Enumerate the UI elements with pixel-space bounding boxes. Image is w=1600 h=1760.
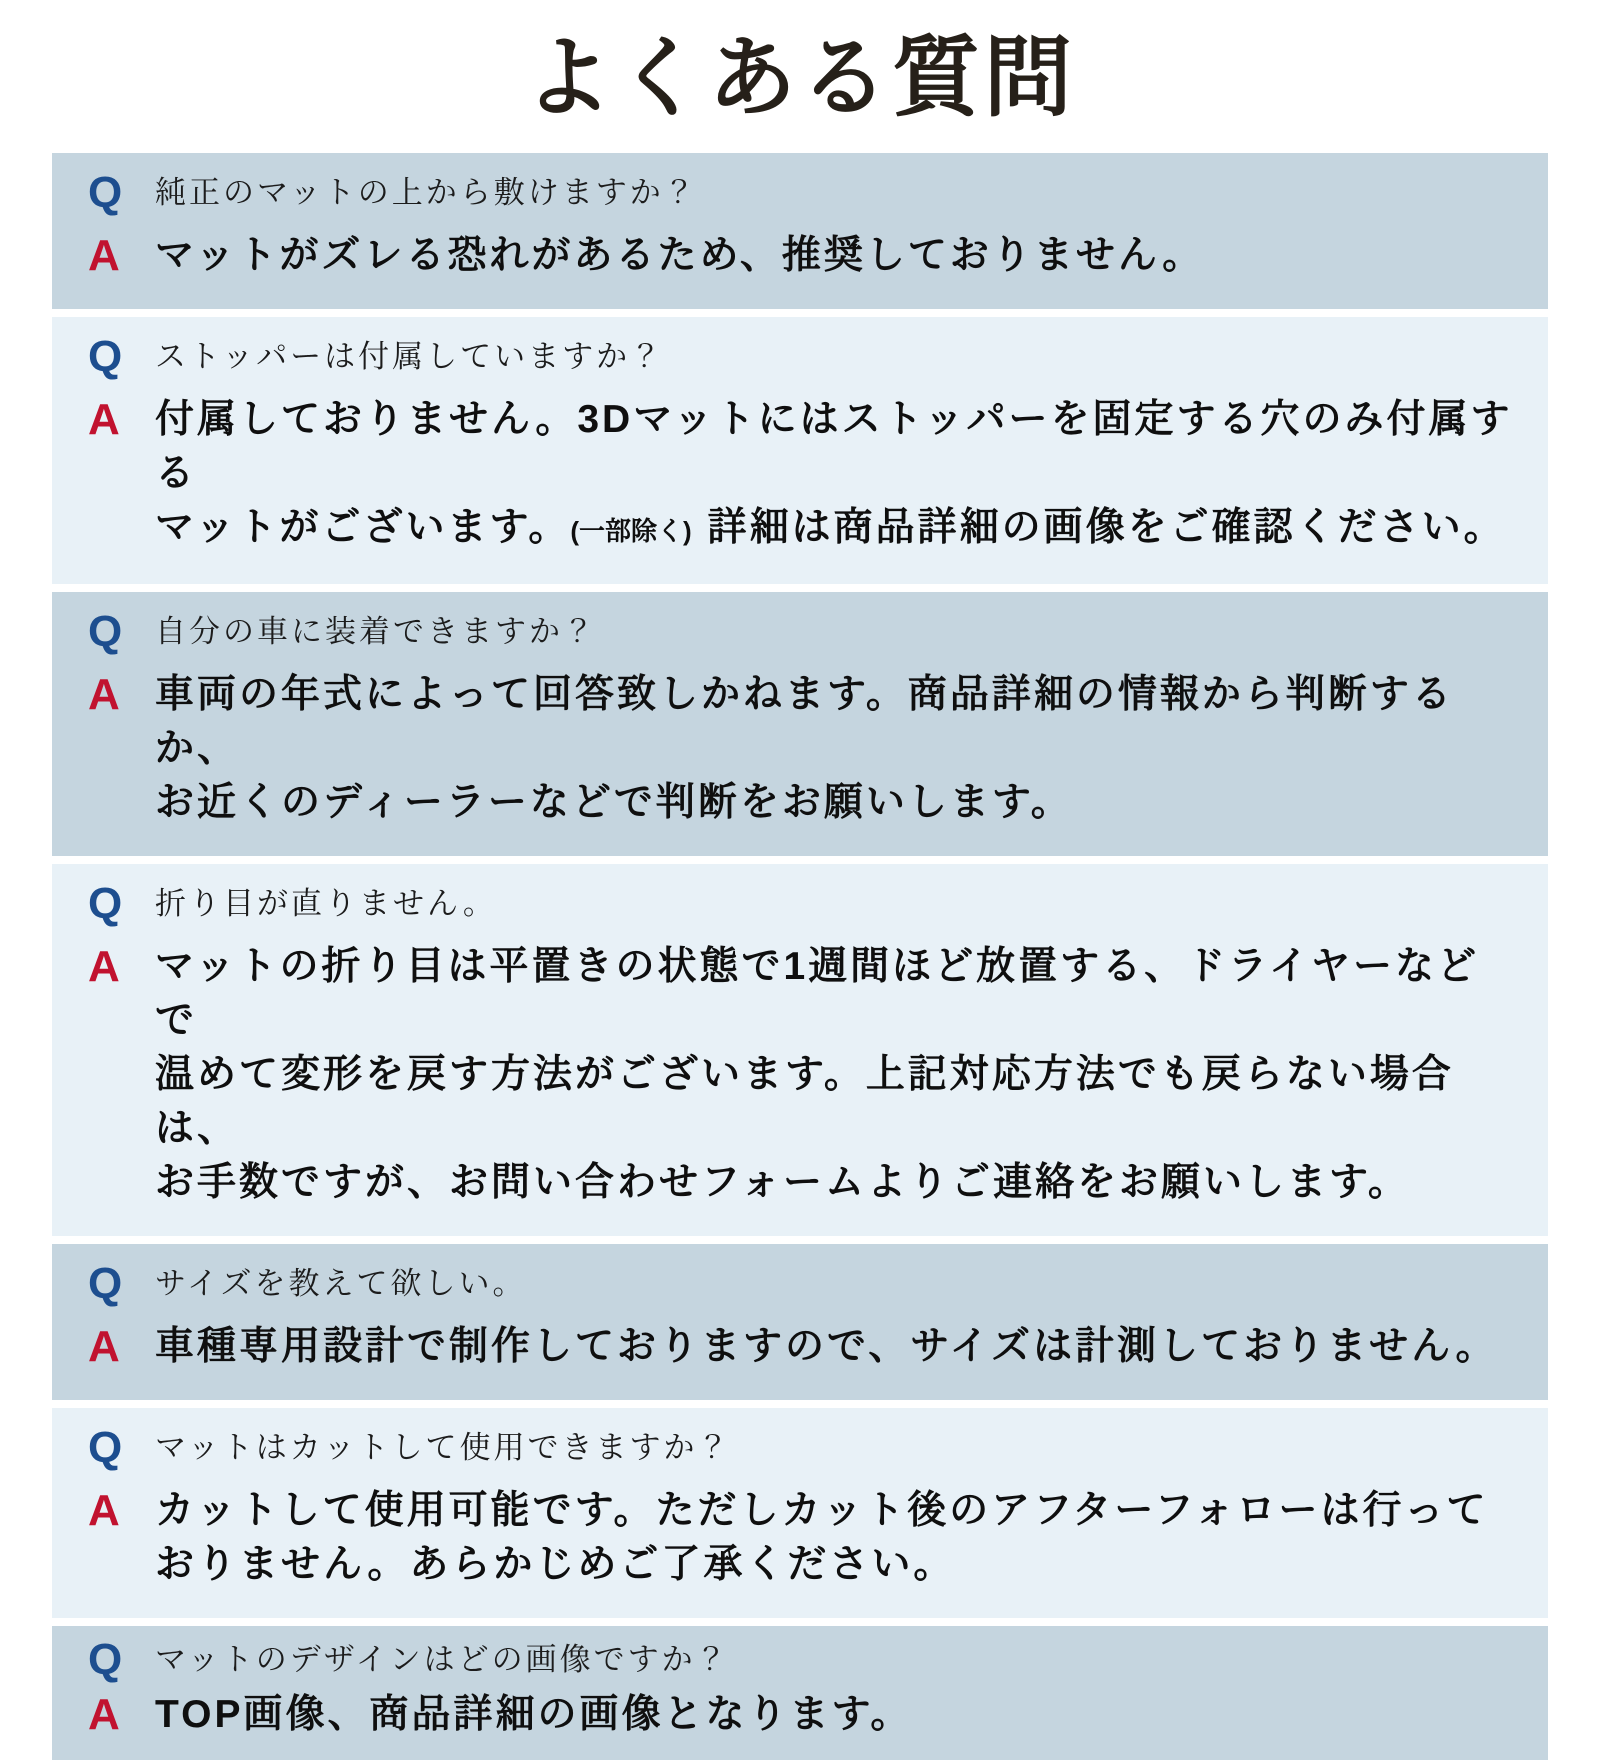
question-row xyxy=(88,332,1518,381)
question-marker: Q xyxy=(88,879,123,928)
question-row xyxy=(88,1635,1518,1684)
answer-segment-small: (一部除く) xyxy=(570,516,692,546)
answer-row xyxy=(88,1320,1518,1374)
question-row xyxy=(88,1423,1518,1472)
answer-line: マットがズレる恐れがあるため、推奨しておりません。 xyxy=(155,234,1205,277)
question-marker: Q xyxy=(88,1423,123,1472)
answer-line: お近くのディーラーなどで判断をお願いします。 xyxy=(155,781,1073,824)
faq-list xyxy=(52,153,1548,1760)
question-row xyxy=(88,168,1518,217)
answer-segment: マットがございます。 xyxy=(155,506,571,549)
faq-item-5 xyxy=(52,1244,1548,1400)
question-text: マットのデザインはどの画像ですか？ xyxy=(155,1642,730,1677)
question-marker: Q xyxy=(88,1259,123,1308)
answer-line: おりません。あらかじめご了承ください。 xyxy=(155,1543,956,1586)
answer-marker: A xyxy=(88,231,120,280)
answer-line: TOP画像、商品詳細の画像となります。 xyxy=(155,1693,913,1736)
answer-line: 車両の年式によって回答致しかねます。商品詳細の情報から判断するか、 xyxy=(155,673,1454,770)
answer-line xyxy=(155,501,1518,558)
question-row xyxy=(88,607,1518,656)
answer-marker: A xyxy=(88,942,120,991)
faq-item-6 xyxy=(52,1408,1548,1618)
question-text: 純正のマットの上から敷けますか？ xyxy=(155,175,698,210)
answer-line: お手数ですが、お問い合わせフォームよりご連絡をお願いします。 xyxy=(155,1161,1410,1204)
faq-item-3 xyxy=(52,592,1548,856)
question-row xyxy=(88,879,1518,928)
answer-text xyxy=(155,1484,1488,1592)
answer-row xyxy=(88,668,1518,830)
answer-row xyxy=(88,1688,1518,1742)
question-text: マットはカットして使用できますか？ xyxy=(155,1430,732,1465)
answer-text xyxy=(155,1320,1497,1374)
question-text: 自分の車に装着できますか？ xyxy=(155,614,597,649)
answer-row xyxy=(88,1484,1518,1592)
question-text: 折り目が直りません。 xyxy=(155,886,497,921)
question-text: ストッパーは付属していますか？ xyxy=(155,339,665,374)
answer-line: 温めて変形を戻す方法がございます。上記対応方法でも戻らない場合は、 xyxy=(155,1053,1454,1150)
question-marker: Q xyxy=(88,168,123,217)
answer-line: 車種専用設計で制作しておりますので、サイズは計測しておりません。 xyxy=(155,1325,1498,1368)
answer-line: マットの折り目は平置きの状態で1週間ほど放置する、ドライヤーなどで xyxy=(155,945,1479,1042)
faq-item-4 xyxy=(52,864,1548,1236)
answer-row xyxy=(88,229,1518,283)
answer-line: カットして使用可能です。ただしカット後のアフターフォローは行って xyxy=(155,1489,1489,1532)
answer-marker: A xyxy=(88,670,120,719)
question-row xyxy=(88,1259,1518,1308)
answer-line: 付属しておりません。3Dマットにはストッパーを固定する穴のみ付属する xyxy=(155,398,1513,495)
answer-marker: A xyxy=(88,395,120,444)
question-marker: Q xyxy=(88,607,123,656)
answer-marker: A xyxy=(88,1690,120,1739)
answer-text xyxy=(155,229,1204,283)
answer-segment: 詳細は商品詳細の画像をご確認ください。 xyxy=(707,506,1506,549)
question-text: サイズを教えて欲しい。 xyxy=(155,1266,527,1301)
answer-text xyxy=(155,1688,912,1742)
question-marker: Q xyxy=(88,332,123,381)
faq-item-7 xyxy=(52,1626,1548,1760)
faq-item-1 xyxy=(52,153,1548,309)
answer-text xyxy=(155,668,1518,830)
faq-page xyxy=(0,28,1600,1760)
faq-item-2 xyxy=(52,317,1548,584)
answer-row xyxy=(88,393,1518,558)
page-title: よくある質問 xyxy=(523,28,1076,127)
answer-text xyxy=(155,940,1518,1210)
answer-marker: A xyxy=(88,1322,120,1371)
question-marker: Q xyxy=(88,1635,123,1684)
answer-marker: A xyxy=(88,1486,120,1535)
answer-row xyxy=(88,940,1518,1210)
answer-text xyxy=(155,393,1518,558)
